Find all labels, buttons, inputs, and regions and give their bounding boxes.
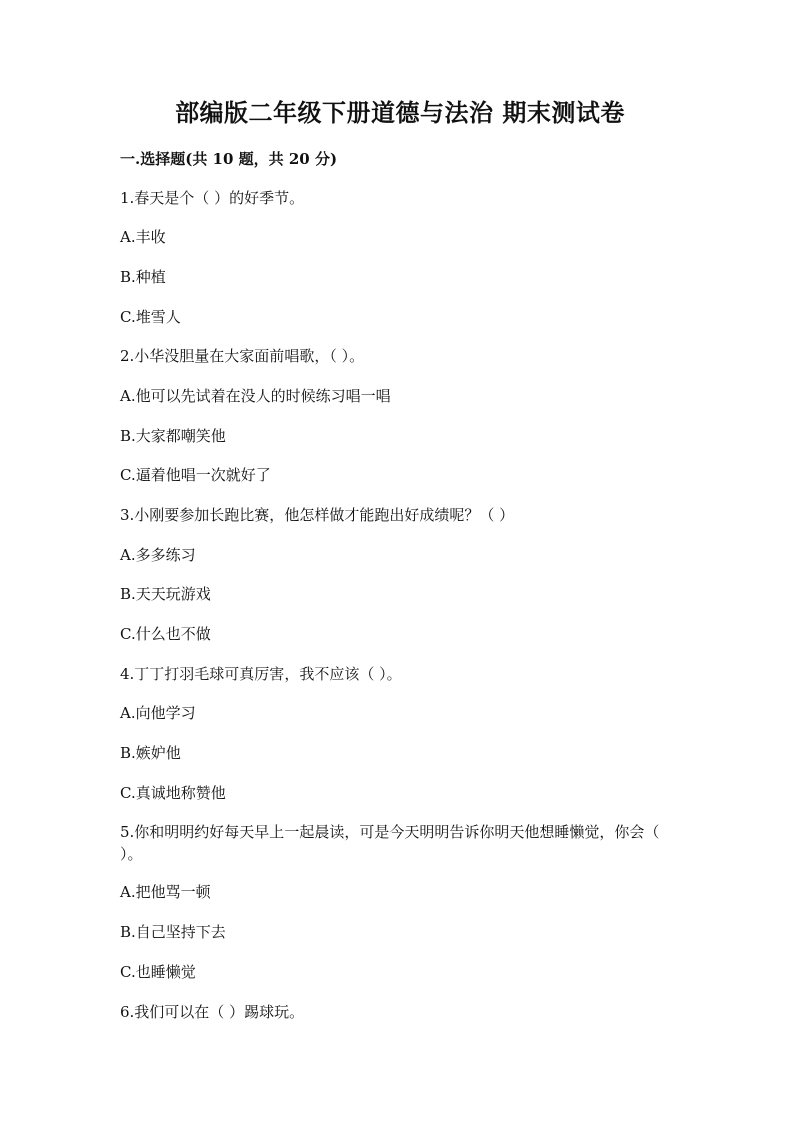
question-stem-2: 2.小华没胆量在大家面前唱歌，（ ）。 [120, 347, 365, 365]
question-stem-5: 5.你和明明约好每天早上一起晨读，可是今天明明告诉你明天他想睡懒觉，你会（ ）。 [120, 823, 660, 863]
question-stem-6: 6.我们可以在（ ）踢球玩。 [120, 1003, 305, 1021]
page-title: 部编版二年级下册道德与法治 期末测试卷 [175, 98, 625, 127]
option-3c: C.什么也不做 [120, 625, 211, 643]
option-2c: C.逼着他唱一次就好了 [120, 466, 271, 484]
option-3b: B.天天玩游戏 [120, 585, 211, 603]
section-heading: 一.选择题(共 10 题，共 20 分) [120, 150, 338, 168]
question-stem-1: 1.春天是个（ ）的好季节。 [120, 189, 305, 207]
question-stem-4: 4.丁丁打羽毛球可真厉害，我不应该（ ）。 [120, 665, 402, 683]
option-5b: B.自己坚持下去 [120, 923, 226, 941]
option-4b: B.嫉妒他 [120, 744, 181, 762]
question-stem-3: 3.小刚要参加长跑比赛，他怎样做才能跑出好成绩呢？（ ） [120, 506, 515, 524]
option-2a: A.他可以先试着在没人的时候练习唱一唱 [120, 387, 391, 405]
option-4c: C.真诚地称赞他 [120, 784, 226, 802]
option-5a: A.把他骂一顿 [120, 883, 211, 901]
option-1c: C.堆雪人 [120, 308, 181, 326]
option-1b: B.种植 [120, 268, 166, 286]
option-2b: B.大家都嘲笑他 [120, 427, 226, 445]
option-1a: A.丰收 [120, 228, 166, 246]
option-5c: C.也睡懒觉 [120, 963, 196, 981]
option-3a: A.多多练习 [120, 546, 196, 564]
option-4a: A.向他学习 [120, 704, 196, 722]
